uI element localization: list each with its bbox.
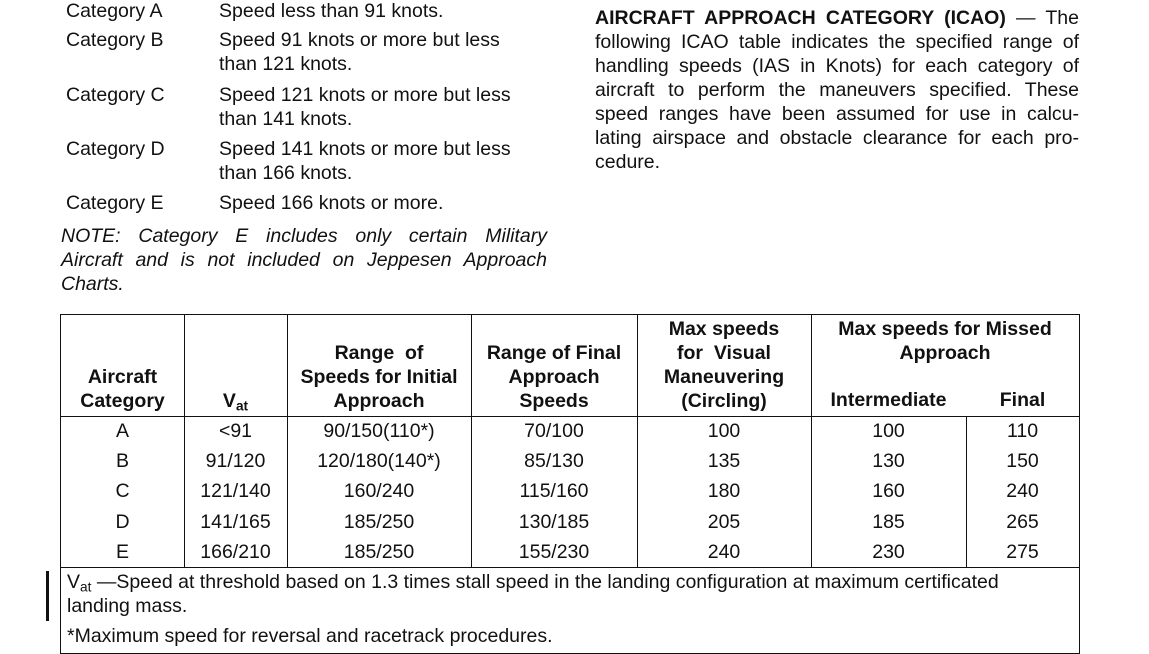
cell-intermediate: 130 <box>872 450 905 472</box>
cell-category: E <box>115 541 129 563</box>
header-line: Speeds <box>519 390 589 412</box>
category-d-desc-line1: Speed 141 knots or more but less <box>219 138 511 160</box>
cell-final: 110 <box>1006 420 1039 442</box>
header-initial-approach <box>287 341 471 413</box>
cell-final: 240 <box>1006 480 1039 502</box>
category-c-label: Category C <box>66 84 165 106</box>
cell-final-approach: 115/160 <box>519 480 589 502</box>
revision-bar <box>46 571 49 621</box>
footnote-vat-text: —Speed at threshold based on 1.3 times stall speed in the landing configuration at maximum certificated <box>91 571 999 593</box>
cell-initial: 185/250 <box>343 511 415 533</box>
footnote-vat <box>67 570 999 599</box>
category-e-label: Category E <box>66 192 164 214</box>
header-final: Final <box>999 389 1046 411</box>
cell-category: D <box>115 511 130 533</box>
category-b-desc-line2: than 121 knots. <box>219 53 353 75</box>
header-line: Approach <box>333 390 425 412</box>
cell-visual: 180 <box>707 480 741 502</box>
cell-final: 275 <box>1006 541 1039 563</box>
header-final-approach <box>471 341 637 413</box>
cell-visual: 135 <box>707 450 741 472</box>
cell-vat: 166/210 <box>200 541 271 563</box>
cell-final: 265 <box>1006 511 1039 533</box>
cell-final-approach: 155/230 <box>518 541 590 563</box>
cell-initial: 185/250 <box>343 541 415 563</box>
header-line: Max speeds for Missed <box>838 318 1052 340</box>
cell-final-approach: 130/185 <box>518 511 590 533</box>
header-line: Max speeds <box>668 318 780 340</box>
header-line: Speeds for Initial <box>300 366 458 388</box>
footnote-vat-line2: landing mass. <box>67 595 188 617</box>
cell-visual: 100 <box>707 420 741 442</box>
cell-category: B <box>115 450 129 472</box>
cell-vat: 91/120 <box>205 450 266 472</box>
category-c-desc-line2: than 141 knots. <box>219 108 353 130</box>
note-line: Charts. <box>61 273 124 295</box>
header-line: Approach <box>508 366 600 388</box>
cell-final-approach: 70/100 <box>524 420 584 442</box>
cell-intermediate: 160 <box>872 480 905 502</box>
header-missed-approach <box>811 317 1079 365</box>
cell-intermediate: 185 <box>872 511 905 533</box>
icao-line: cedure. <box>595 151 661 173</box>
header-vat <box>184 389 287 418</box>
cell-initial: 90/150(110*) <box>323 420 435 442</box>
body-divider <box>61 567 1079 568</box>
category-d-label: Category D <box>66 138 165 160</box>
icao-line: aircraft to perform the maneuvers specified. These <box>595 79 1079 101</box>
cell-initial: 160/240 <box>343 480 415 502</box>
cell-vat: 121/140 <box>200 480 271 502</box>
cell-visual: 205 <box>707 511 741 533</box>
header-aircraft-category <box>61 365 184 413</box>
header-vat-main: V <box>222 390 236 412</box>
header-line: Approach <box>899 342 991 364</box>
cell-intermediate: 230 <box>872 541 905 563</box>
cell-initial: 120/180(140*) <box>317 450 441 472</box>
cell-intermediate: 100 <box>872 420 905 442</box>
header-line: for Visual <box>677 342 771 364</box>
header-line: Category <box>80 390 165 412</box>
cell-visual: 240 <box>707 541 741 563</box>
icao-line: handling speeds (IAS in Knots) for each category of <box>595 55 1079 77</box>
category-e-desc: Speed 166 knots or more. <box>219 192 444 214</box>
category-c-desc-line1: Speed 121 knots or more but less <box>219 84 511 106</box>
footnote-vat-main: V <box>67 571 81 593</box>
note-line: Aircraft and is not included on Jeppesen Approach <box>61 249 547 271</box>
category-a-label: Category A <box>66 0 163 22</box>
cell-final: 150 <box>1006 450 1039 472</box>
note-line: NOTE: Category E includes only certain Military <box>61 225 547 247</box>
category-b-label: Category B <box>66 29 164 51</box>
header-line: Range of <box>334 342 424 364</box>
icao-line: following ICAO table indicates the specified range of <box>595 31 1079 53</box>
header-line: Maneuvering <box>663 366 785 388</box>
header-line: Range of Final <box>486 342 622 364</box>
icao-first-line <box>595 6 1079 30</box>
header-line: (Circling) <box>681 390 767 412</box>
approach-speed-table <box>60 314 1080 654</box>
header-intermediate: Intermediate <box>830 389 947 411</box>
category-b-desc-line1: Speed 91 knots or more but less <box>219 29 500 51</box>
footnote-star: *Maximum speed for reversal and racetrack procedures. <box>67 625 553 647</box>
cell-vat: <91 <box>218 420 253 442</box>
header-visual-maneuvering <box>637 317 811 413</box>
icao-title: AIRCRAFT APPROACH CATEGORY (ICAO) <box>595 7 1006 29</box>
category-a-desc: Speed less than 91 knots. <box>219 0 444 22</box>
icao-line: speed ranges have been assumed for use in calcu- <box>595 103 1079 125</box>
cell-category: C <box>115 480 130 502</box>
header-vat-sub: at <box>235 398 249 414</box>
category-e-note <box>61 224 547 296</box>
header-line: Aircraft <box>87 366 158 388</box>
cell-vat: 141/165 <box>200 511 271 533</box>
icao-paragraph <box>595 6 1079 174</box>
cell-final-approach: 85/130 <box>524 450 584 472</box>
category-d-desc-line2: than 166 knots. <box>219 162 353 184</box>
icao-title-dash: — The <box>1005 7 1079 29</box>
icao-line: lating airspace and obstacle clearance for each pro- <box>595 127 1079 149</box>
footnote-vat-sub: at <box>80 579 92 595</box>
cell-category: A <box>115 420 129 442</box>
